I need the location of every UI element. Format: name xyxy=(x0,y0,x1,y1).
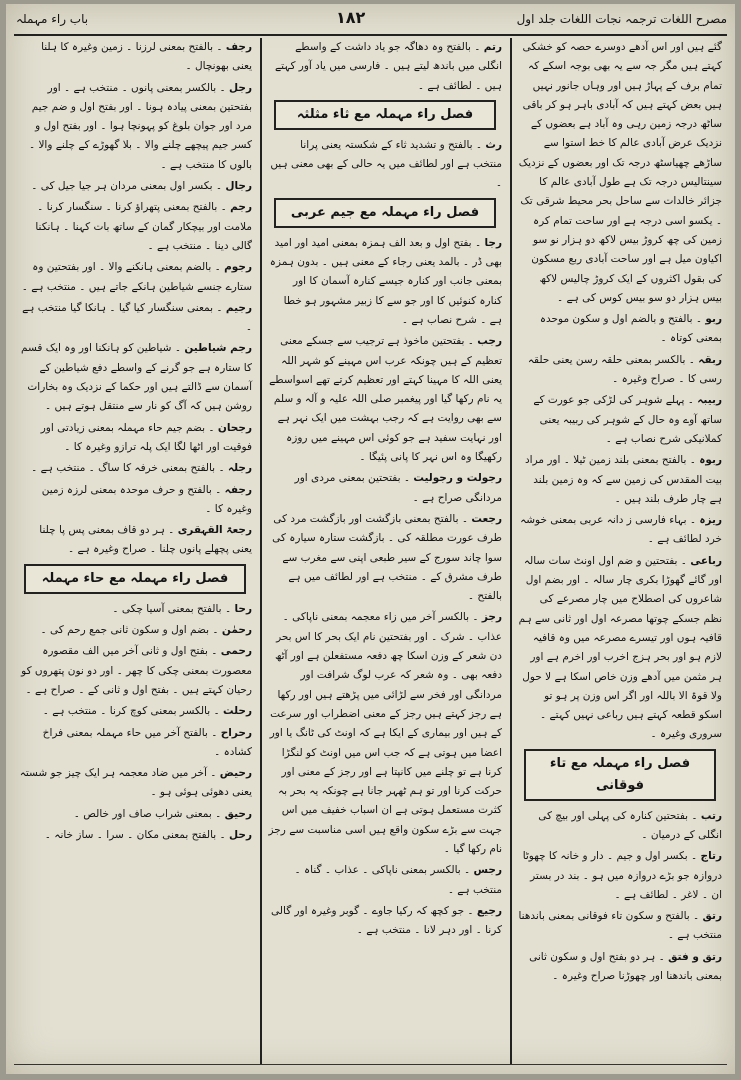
entry-definition: ۔ بالکسر بمعنی حلقہ رسن یعنی حلقہ رسی کا ۔ صراح وغیرہ ۔ xyxy=(527,353,722,386)
entry-headword: رجعت xyxy=(471,512,502,525)
dictionary-entry xyxy=(18,419,252,458)
entry-headword: رجم xyxy=(230,201,252,214)
dictionary-entry xyxy=(518,391,722,449)
entry-definition: ۔ بالفتح بمعنی بازگشت اور بازگشت مرد کی طرف عورت مطلقہ کی ۔ بازگشت ستارہ سیارہ کی سوا چاند سورج کے سیر طبعی اپنی سے مغرب سے طرف مشرق کے ۔ منتخب ہے اور لطائف میں ہے بالفتح ۔ xyxy=(272,512,502,603)
dictionary-entry xyxy=(18,724,252,763)
dictionary-entry xyxy=(18,621,252,640)
entry-definition: گئے ہیں اور اس آدھے دوسرے حصہ کو خشکی کہتے ہیں مگر جہ سے یہ بھی بوجہ اسکے کہ تمام برف کے پہاڑ ہیں اور وہاں جانور نہیں ہیں بعض کہتے ہیں کہ آبادی باہر ہو کر باقی ساٹھ درجہ زمین رہی وہ آباد ہے بعضوں کے نزدیک عرض آبادی عالم کا خط استوا سے ساڑھے چھیاسٹھ درجہ تک اور بعضوں کے نزدیک سینتالیس درجہ تک ہے طول آبادی عالم کا جزائر خالدات سے ساحل بحر محیط شرقی تک ۔ یکسو اسی درجہ ہے اور ساحت تمام کرہ زمین کی چھ کروڑ بیس لاکھ دو ہزار نو سو اکیاون میل ہے اور ساحت آبادی ربع مسکون کی بقول اکثروں کے ایک کروڑ چالیس لاکھ بیس ہزار دو سو بیس کوس کی ہے ۔ xyxy=(518,41,722,304)
entry-definition: ۔ بکسر اول بمعنی مردان ہر جیا جیل کی ۔ xyxy=(31,180,226,193)
dictionary-entry xyxy=(18,805,252,824)
dictionary-entry xyxy=(18,826,252,845)
entry-headword: ربو xyxy=(705,313,722,326)
entry-definition: ۔ ہر دو بفتح اول و سکون ثانی بمعنی باندھنا اور چھوڑنا صراح وغیرہ ۔ xyxy=(529,950,722,983)
dictionary-entry xyxy=(18,521,252,560)
entry-definition: ۔ بفتحتین کنارہ کی پہلی اور بیچ کی انگلی کے درمیان ۔ xyxy=(538,809,722,841)
entry-headword: رث xyxy=(485,138,502,151)
dictionary-entry xyxy=(268,234,502,330)
dictionary-entry xyxy=(18,79,252,175)
entry-definition: ۔ بفتحتین ماخوذ ہے ترجیب سے جسکے معنی تعظیم کے ہیں چونکہ عرب اس مہینے کو شہر اللہ یعنی اللہ کا مہینا کہتے اور تعظیم کرتے تھے اسواسطے یہ نام رکھا گیا اور پیغمبر صلی اللہ علیہ و آلہ و سلم سے بھی روایت ہے کہ رجب بہشت میں ایک نہر ہے اور نہایت سفید ہے جو کوئی اس مہینے میں روزہ رکھیگا وہ اس نہر کا پانی پئیگا ۔ xyxy=(269,335,502,464)
section-heading: فصل راء مہملہ مع حاء مہملہ xyxy=(24,564,246,594)
dictionary-entry xyxy=(18,258,252,297)
dictionary-entry xyxy=(518,847,722,905)
entry-headword: رجیع xyxy=(476,904,502,917)
dictionary-entry xyxy=(268,510,502,606)
entry-definition: ۔ جو کچھ کہ رکیا جاوے ۔ گوبر وغیرہ اور گالی کرنا ۔ اور دہر لانا ۔ منتخب ہے ۔ xyxy=(271,904,502,937)
entry-headword: رتق xyxy=(702,910,722,923)
dictionary-entry xyxy=(18,339,252,416)
dictionary-entry xyxy=(18,481,252,520)
dictionary-page xyxy=(6,4,735,1074)
entry-definition: ۔ بالفتح بمعنی آسیا چکی ۔ xyxy=(112,602,235,615)
section-heading: فصل راء مہملہ مع جیم عربی xyxy=(274,198,496,228)
column-middle xyxy=(264,38,506,1064)
entry-definition: ۔ بالفتح بمعنی خرفہ کا ساگ ۔ منتخب ہے ۔ xyxy=(31,462,228,475)
entry-definition: ۔ آخر میں ضاد معجمہ ہر ایک چیز جو شستہ یعنی دھوئی ہوئی ہو ۔ xyxy=(19,767,252,799)
entry-headword: رجز xyxy=(481,611,502,624)
entry-headword: رتق و فتق xyxy=(668,950,722,963)
entry-definition: ۔ ہر دو قاف بمعنی پس پا چلنا یعنی پچھلے پانوں چلنا ۔ صراح وغیرہ ہے ۔ xyxy=(39,524,252,556)
entry-definition: ۔ بالفتح آخر میں حاء مہملہ بمعنی فراخ کشادہ ۔ xyxy=(42,726,252,758)
entry-definition: ۔ بالفتح بمعنی پتھراؤ کرنا ۔ سنگسار کرنا ۔ ملامت اور بیچکار گمان کے ساتھ بات کہنا ۔ ہانکنا گالی دینا ۔ منتخب ہے ۔ xyxy=(35,201,252,252)
entry-headword: رجوم xyxy=(224,261,252,274)
page-header xyxy=(6,4,735,34)
entry-headword: رجب xyxy=(477,335,502,348)
dictionary-entry xyxy=(268,861,502,900)
entry-headword: رحمٰن xyxy=(221,624,252,637)
entry-headword: رتب xyxy=(700,809,722,822)
dictionary-entry xyxy=(518,451,722,509)
header-rule xyxy=(14,34,727,36)
dictionary-entry xyxy=(518,807,722,846)
entry-definition: ۔ بالکسر بمعنی ناپاکی ۔ عذاب ۔ گناہ ۔ منتخب ہے ۔ xyxy=(294,864,502,896)
dictionary-entry xyxy=(518,907,722,946)
entry-definition: ۔ بکسر اول و جیم ۔ دار و خانہ کا چھوٹا دروازہ جو بڑے دروازہ میں ہو ۔ بند در بستر ان ۔ لاغر ۔ لطائف ہے ۔ xyxy=(522,850,722,901)
entry-headword: رجلہ xyxy=(227,462,252,475)
column-right xyxy=(514,38,726,1064)
entry-definition: ۔ بمعنی شراب صاف اور خالص ۔ xyxy=(73,807,225,820)
entry-headword: رجعۃ القہقری xyxy=(177,524,252,537)
dictionary-entry xyxy=(518,948,722,987)
entry-definition: ۔ بالفتح و بالضم اول و سکون موحدہ بمعنی کوتاہ ۔ xyxy=(539,313,722,345)
entry-definition: ۔ بفتح اول و ثانی آخر میں الف مقصورہ معصورت بمعنی چکی کا چھر ۔ اور دو نون پتھروں کو رحیان کہتے ہیں ۔ بفتح اول و ثانی کے ۔ صراح ہے ۔ xyxy=(21,645,252,696)
column-left xyxy=(14,38,256,1064)
dictionary-entry xyxy=(268,902,502,941)
dictionary-entry xyxy=(518,351,722,390)
entry-headword: رحلت xyxy=(222,705,252,718)
entry-definition: ۔ بالفتح بمعنی مکان ۔ سرا ۔ ساز خانہ ۔ xyxy=(44,828,230,841)
entry-headword: رحیض xyxy=(219,767,252,780)
running-title: مصرح اللغات ترجمہ نجات اللغات جلد اول xyxy=(516,12,727,26)
entry-definition: ۔ بالفتح بمعنی لرزنا ۔ زمین وغیرہ کا ہلنا یعنی بھونچال ۔ xyxy=(41,41,252,73)
entry-headword: رتم xyxy=(483,41,502,53)
entry-definition: ۔ شیاطین کو ہانکنا اور وہ ایک قسم کا ستارہ ہے جو گرنے کے واسطے دفع شیاطین کے آسمان سے ڈالتے ہیں اور حکما کے نزدیک وہ بخارات روشن ہیں کہ آگ کو نار سے منتقل ہوتے ہیں ۔ xyxy=(21,342,252,413)
entry-definition: ۔ بالفتح و سکون تاء فوقانی بمعنی باندھنا منتخب ہے ۔ xyxy=(518,910,722,942)
entry-headword: رجف xyxy=(225,41,252,53)
dictionary-entry xyxy=(18,38,252,77)
entry-definition: ۔ بالکسر آخر میں زاء معجمہ بمعنی ناپاکی ۔ عذاب ۔ شرک ۔ اور بفتحتین نام ایک بحر کا اس بحر دن شعر کے وزن اسکا چھ دفعہ مستفعلن ہے اور آٹھ دفعہ بھی ۔ وہ شعر کہ عرب لوگ شرافت اور مردانگی اور فخر سے لڑائی میں پڑھتے ہیں اور رکھا ہے رجز کہتے ہیں رجز کے معنی اضطراب اور سرعت کے ہیں اور بیماری کے ایکا ہے کہ اونٹ کی ٹانگ یا اور اعضا میں ہوتی ہے کہ جب اس میں اونٹ کو لنگڑا کرنا ہے تو چلنے میں کانپتا ہے اور رجز کے معنی اور حرکت کرنا اور تو ہم ٹھہر جانا ہے چونکہ یہ بحر بہ کثرت مستعمل ہوتی ہے ان اسباب خفیف میں اس جہت سے بڑے سکون واقع ہیں اسی مناسبت سے رجز نام رکھا گیا ۔ xyxy=(268,611,502,855)
dictionary-entry xyxy=(268,38,502,96)
entry-definition: ۔ بالفتح وہ دھاگہ جو یاد داشت کے واسطے انگلی میں باندھ لیتے ہیں ۔ فارسی میں یاد آور کہتے ہیں ۔ لطائف ہے ۔ xyxy=(274,41,502,92)
chapter-title: باب راء مہملہ xyxy=(16,12,89,26)
dictionary-entry xyxy=(518,310,722,349)
dictionary-entry xyxy=(18,177,252,196)
dictionary-entry xyxy=(268,608,502,859)
entry-headword: رحل xyxy=(229,828,252,841)
dictionary-entry xyxy=(18,600,252,619)
entry-definition: ۔ بضم اول و سکون ثانی جمع رحم کی ۔ xyxy=(40,624,222,637)
entry-definition: ۔ بالفتح بمعنی بلند زمین ٹیلا ۔ اور مراد بیت المقدس کی زمین سے کہ وہ زمین بلند ہے چار طرف بلند ہیں ۔ xyxy=(525,454,722,505)
dictionary-entry xyxy=(518,511,722,550)
dictionary-entry xyxy=(268,136,502,194)
entry-headword: رجا xyxy=(484,236,502,249)
entry-definition: ۔ بفتحتین و ضم اول اونٹ سات سالہ اور گائے گھوڑا بکری چار سالہ ۔ اور بضم اول شاعروں کی اصطلاح میں چار مصرعے کی نظم جسکے چوتھا مصرعہ اول اور ثانی سے ہم قافیہ ہوں اور تیسرے مصرعہ میں وہ قافیہ لازم ہو اور بحر ہزج اخرب اور اخرم ہے اور ہر مثمن میں آدھے وزن خاص اسکا ہے لا حول ولا قوۃ الا باللہ اور اگر اس وزن پر ہو تو اسکو قطعہ کہتے ہیں رباعی نہیں کہتے ۔ سروری وغیرہ ۔ xyxy=(518,554,722,741)
column-divider xyxy=(260,38,262,1064)
entry-definition: ۔ بفتح اول و بعد الف ہمزہ بمعنی امید اور امید بھی ڈر ۔ بالمد یعنی رجاء کے معنی ہیں ۔ بدون ہمزہ بمعنی جانب اور کنارہ جیسے کنارہ آسمان کا اور کنارہ کنوئیں کا اور جو سے کا زبیر مشہور ہو خطا ہے ۔ شرح نصاب ہے ۔ xyxy=(269,236,502,326)
section-heading: فصل راء مہملہ مع ثاء مثلثہ xyxy=(274,100,496,130)
entry-definition: ۔ بفتحتین بمعنی مردی اور مردانگی صراح ہے ۔ xyxy=(294,472,502,504)
entry-definition: ۔ بہاء فارسی ز دانہ عربی بمعنی خوشہ خرد لطائف ہے ۔ xyxy=(520,514,722,546)
entry-headword: رجل xyxy=(229,81,252,94)
entry-headword: رجس xyxy=(473,864,502,877)
entry-definition: ۔ بالضم بمعنی ہانکنے والا ۔ اور بفتحتین وہ ستارے جنسے شیاطین ہانکے جاتے ہیں ۔ منتخب ہے ۔ xyxy=(21,261,252,293)
footer-rule xyxy=(14,1064,727,1065)
entry-headword: رحا xyxy=(234,602,252,615)
dictionary-entry xyxy=(268,332,502,467)
entry-definition: ۔ بالکسر بمعنی کوچ کرنا ۔ منتخب ہے ۔ xyxy=(42,705,223,718)
entry-definition: ۔ بمعنی سنگسار کیا گیا ۔ ہانکا گیا منتخب ہے ۔ xyxy=(22,301,252,334)
entry-definition: ۔ بالفتح و تشدید ثاء کے شکستہ یعنی پرانا منتخب ہے اور لطائف میں یہ حالی کے بھی معنی ہیں ۔ xyxy=(270,138,502,190)
dictionary-entry xyxy=(18,642,252,700)
entry-headword: رجال xyxy=(225,180,252,193)
entry-headword: رجیم xyxy=(225,301,252,314)
entry-headword: رباعی xyxy=(690,554,722,567)
dictionary-entry xyxy=(518,38,722,308)
entry-headword: ربیبہ xyxy=(697,394,722,407)
dictionary-entry xyxy=(518,552,722,745)
dictionary-entry xyxy=(18,459,252,478)
page-number: ۱۸۲ xyxy=(336,8,366,27)
entry-headword: ریزہ xyxy=(699,514,722,527)
column-divider xyxy=(510,38,512,1064)
entry-headword: ربوہ xyxy=(699,454,722,467)
dictionary-entry xyxy=(18,764,252,803)
entry-definition: ۔ پہلے شوہر کی لڑکی جو عورت کے ساتھ آوے وہ حال کے شوہر کی ربیبہ یعنی کملانیکی شرح نصاب ہے ۔ xyxy=(533,394,722,445)
dictionary-entry xyxy=(18,198,252,256)
entry-headword: رجفہ xyxy=(224,483,252,496)
entry-headword: رجحان xyxy=(217,421,252,434)
entry-headword: رحمی xyxy=(220,645,252,658)
entry-headword: ربقہ xyxy=(698,353,722,366)
dictionary-entry xyxy=(18,702,252,721)
entry-headword: رتاج xyxy=(700,850,722,863)
entry-definition: ۔ بالکسر بمعنی پانوں ۔ منتخب ہے ۔ اور بفتحتین بمعنی پیادہ ہونا ۔ اور بفتح اول و ضم جیم مرد اور جوان بلوغ کو پہونچا ہوا ۔ اور بفتح اول و کسر جیم پیچھے چلنے والا ۔ بلا گھوڑے کے چلنے والا ۔ بالوں کا منتخب ہے ۔ xyxy=(28,81,252,171)
dictionary-entry xyxy=(18,299,252,338)
section-heading: فصل راء مہملہ مع تاء فوقانی xyxy=(524,749,716,801)
dictionary-entry xyxy=(268,469,502,508)
entry-headword: رجولت و رجولیت xyxy=(413,472,502,485)
entry-headword: رحراح xyxy=(220,726,252,739)
entry-definition: ۔ بالفتح و حرف موحدہ بمعنی لرزہ زمین وغیرہ کا ۔ xyxy=(41,483,252,515)
entry-headword: رجم شیاطین xyxy=(184,342,252,355)
entry-definition: ۔ بضم جیم حاء مہملہ بمعنی زیادتی اور فوقیت اور اٹھا لگا ایک پلہ ترازو وغیرہ کا ۔ xyxy=(40,421,252,453)
entry-headword: رحیق xyxy=(224,807,252,820)
